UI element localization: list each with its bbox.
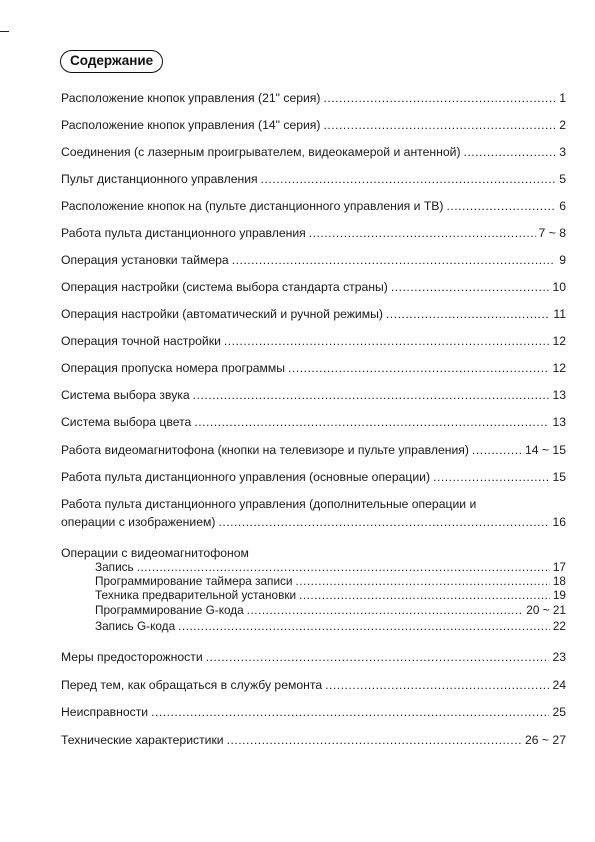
toc-entry-label: Система выбора звука	[61, 388, 190, 402]
toc-entry-page: 2	[559, 118, 566, 132]
toc-entry-page: 9	[559, 253, 566, 267]
toc-entry-page: 16	[552, 515, 566, 529]
toc-entry-label: Операция пропуска номера программы	[61, 361, 286, 375]
leader-dots	[391, 280, 550, 295]
toc-entry[interactable]	[61, 470, 566, 485]
leader-dots	[325, 678, 549, 693]
leader-dots	[323, 91, 555, 106]
toc-subentry-label: Техника предварительной установки	[95, 588, 297, 602]
leader-dots	[309, 226, 536, 241]
toc-entry-label: Расположение кнопок управления (21" серия)	[61, 91, 321, 105]
toc-entry-page: 13	[552, 388, 566, 402]
toc-entry[interactable]	[61, 388, 566, 403]
leader-dots	[288, 361, 549, 376]
toc-entry[interactable]	[61, 91, 566, 106]
toc-entry-page: 13	[552, 415, 566, 429]
leader-dots	[178, 620, 550, 633]
toc-entry-page: 1	[559, 91, 566, 105]
leader-dots	[386, 307, 550, 322]
leader-dots	[193, 388, 550, 403]
toc-entry-page: 26 ~ 27	[524, 733, 566, 747]
toc-entry[interactable]	[61, 515, 566, 530]
toc-entry-label: Работа видеомагнитофона (кнопки на телевизоре и пульте управления)	[61, 443, 469, 457]
toc-entry-label: Операция установки таймера	[61, 253, 229, 267]
toc-entry[interactable]	[61, 118, 566, 133]
toc-entry-label: Расположение кнопок на (пульте дистанционного управления и ТВ)	[61, 199, 444, 213]
toc-entry-label: Пульт дистанционного управления	[61, 172, 258, 186]
leader-dots	[194, 415, 549, 430]
toc-entry[interactable]	[61, 705, 566, 720]
toc-entry-page: 10	[552, 280, 566, 294]
toc-subentry-page: 18	[552, 574, 566, 588]
toc-subentry-page: 17	[552, 560, 566, 574]
leader-dots	[433, 470, 549, 485]
toc-entry-label: операции с изображением)	[61, 515, 216, 529]
toc-entry[interactable]	[61, 650, 566, 665]
toc-entry-label: Операция настройки (автоматический и ручной режимы)	[61, 307, 383, 321]
toc-entry-multiline-first-line[interactable]: Работа пульта дистанционного управления (дополнительные операции и	[61, 497, 477, 511]
toc-entry-page: 24	[552, 678, 566, 692]
leader-dots	[296, 575, 550, 588]
toc-entry-label: Система выбора цвета	[61, 415, 192, 429]
toc-entry-page: 7 ~ 8	[538, 226, 566, 240]
toc-entry-page: 12	[552, 361, 566, 375]
toc-subentry-page: 20 ~ 21	[526, 603, 566, 617]
leader-dots	[232, 253, 555, 268]
toc-entry[interactable]	[61, 678, 566, 693]
toc-entry[interactable]	[61, 307, 566, 322]
leader-dots	[472, 443, 522, 458]
leader-dots	[261, 172, 555, 187]
toc-entry[interactable]	[61, 253, 566, 268]
toc-entry-page: 6	[559, 199, 566, 213]
corner-mark	[0, 31, 9, 32]
leader-dots	[299, 589, 550, 602]
toc-entry[interactable]	[61, 226, 566, 241]
toc-entry[interactable]	[61, 172, 566, 187]
toc-title: Содержание	[60, 50, 163, 73]
toc-entry-label: Работа пульта дистанционного управления (основные операции)	[61, 470, 431, 484]
leader-dots	[206, 650, 550, 665]
toc-subentry-label: Запись G-кода	[95, 619, 176, 633]
toc-entry-label: Меры предосторожности	[61, 650, 203, 664]
toc-entry[interactable]	[61, 733, 566, 748]
toc-entry-label: Работа пульта дистанционного управления	[61, 226, 306, 240]
leader-dots	[151, 705, 549, 720]
toc-section-heading: Операции с видеомагнитофоном	[61, 546, 249, 560]
toc-entry[interactable]	[61, 361, 566, 376]
toc-subentry-page: 22	[552, 619, 566, 633]
leader-dots	[247, 604, 524, 617]
toc-entry[interactable]	[61, 443, 566, 458]
toc-subentry-label: Программирование G-кода	[95, 603, 244, 617]
toc-entry-page: 5	[559, 172, 566, 186]
toc-entry-page: 3	[559, 145, 566, 159]
toc-subentry-label: Запись	[95, 560, 134, 574]
toc-entry-page: 11	[553, 307, 566, 321]
toc-subentry[interactable]	[95, 620, 566, 633]
toc-entry[interactable]	[61, 334, 566, 349]
toc-entry-page: 15	[552, 470, 566, 484]
toc-entry-label: Неисправности	[61, 705, 149, 719]
toc-subentry[interactable]	[95, 604, 566, 617]
leader-dots	[227, 733, 522, 748]
toc-entry[interactable]	[61, 145, 566, 160]
toc-entry-page: 12	[552, 334, 566, 348]
toc-entry-label: Операция настройки (система выбора стандарта страны)	[61, 280, 388, 294]
toc-entry[interactable]	[61, 415, 566, 430]
toc-entry[interactable]	[61, 280, 566, 295]
leader-dots	[137, 561, 550, 574]
toc-entry-label: Операция точной настройки	[61, 334, 221, 348]
toc-entry-label: Технические характеристики	[61, 733, 224, 747]
toc-entry-page: 14 ~ 15	[524, 443, 566, 457]
leader-dots	[224, 334, 550, 349]
leader-dots	[218, 515, 549, 530]
leader-dots	[323, 118, 555, 133]
leader-dots	[446, 199, 555, 214]
toc-entry-page: 25	[552, 705, 566, 719]
toc-subentry-page: 19	[552, 588, 566, 602]
toc-entry-label: Соединения (с лазерным проигрывателем, видеокамерой и антенной)	[61, 145, 461, 159]
leader-dots	[464, 145, 555, 160]
toc-entry-label: Расположение кнопок управления (14" серия)	[61, 118, 321, 132]
toc-subentry[interactable]	[95, 575, 566, 588]
toc-entry-label: Перед тем, как обращаться в службу ремонта	[61, 678, 323, 692]
toc-subentry[interactable]	[95, 589, 566, 602]
toc-entry[interactable]	[61, 199, 566, 214]
toc-subentry[interactable]	[95, 561, 566, 574]
toc-subentry-label: Программирование таймера записи	[95, 574, 293, 588]
toc-entry-page: 23	[552, 650, 566, 664]
